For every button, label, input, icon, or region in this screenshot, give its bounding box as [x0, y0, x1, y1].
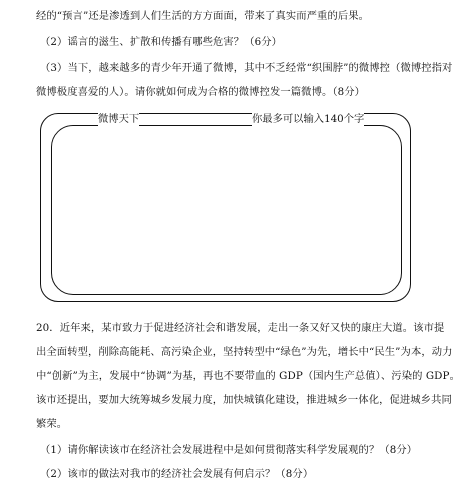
question-2: （2）谣言的滋生、扩散和传播有哪些危害？（6分） [40, 36, 283, 48]
question-20-line-3: 中“创新”为主，发展中“协调”为基，再也不要带血的 GDP（国内生产总值）、污染的 GDP。 [36, 370, 460, 382]
question-20-line-2: 出全面转型，削除高能耗、高污染企业，坚持转型中“绿色”为先，增长中“民生”为本，动力 [36, 346, 453, 358]
weibo-char-limit-label: 你最多可以输入140个字 [252, 113, 365, 125]
question-3-line-2: 微博极度喜爱的人）。请你就如何成为合格的微博控发一篇微博。（8分） [36, 86, 366, 98]
question-3-line-1: （3）当下，越来越多的青少年开通了微博，其中不乏经常“织围脖”的微博控（微博控指对 [40, 62, 453, 74]
question-20-line-1: 20．近年来，某市致力于促进经济社会和谐发展，走出一条又好又快的康庄大道。该市提 [36, 322, 445, 334]
question-20-sub-1: （1）请你解读该市在经济社会发展进程中是如何贯彻落实科学发展观的？（8分） [40, 444, 418, 456]
weibo-box-title: 微博天下 [98, 113, 140, 125]
question-20-line-4: 该市还提出，要加大统筹城乡发展力度，加快城镇化建设，推进城乡一体化，促进城乡共同 [36, 394, 452, 406]
question-20-sub-2: （2）该市的做法对我市的经济社会发展有何启示？（8分） [40, 468, 314, 480]
paragraph-line-1: 经的“预言”还是渗透到人们生活的方方面面，带来了真实而严重的后果。 [36, 10, 370, 22]
question-20-line-5: 繁荣。 [36, 418, 68, 430]
weibo-answer-box [51, 125, 402, 295]
